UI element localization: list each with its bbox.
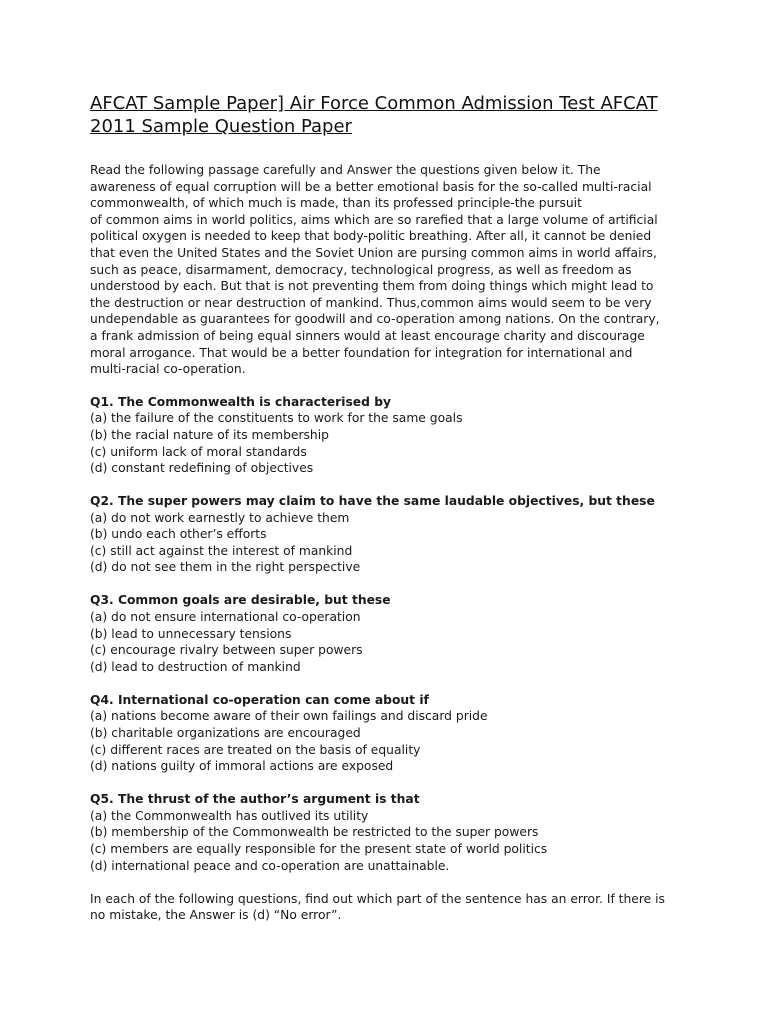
question-options bbox=[90, 510, 690, 576]
question-2 bbox=[90, 493, 690, 576]
question-1 bbox=[90, 394, 690, 477]
question-heading: Q1. The Commonwealth is characterised by bbox=[90, 394, 392, 409]
question-options bbox=[90, 410, 690, 476]
passage-line: awareness of equal corruption will be a better emotional basis for the so-called multi-racial bbox=[90, 179, 652, 194]
question-3 bbox=[90, 592, 690, 675]
instruction-line: no mistake, the Answer is (d) “No error”. bbox=[90, 908, 342, 923]
option-d: (d) nations guilty of immoral actions are exposed bbox=[90, 759, 394, 774]
title-line: AFCAT Sample Paper] Air Force Common Admission Test AFCAT bbox=[90, 93, 658, 114]
option-b: (b) undo each other’s efforts bbox=[90, 527, 267, 542]
passage-line: a frank admission of being equal sinners would at least encourage charity and discourage bbox=[90, 328, 645, 343]
option-a: (a) the failure of the constituents to work for the same goals bbox=[90, 411, 463, 426]
option-c: (c) different races are treated on the basis of equality bbox=[90, 742, 421, 757]
option-a: (a) do not work earnestly to achieve them bbox=[90, 510, 350, 525]
option-d: (d) do not see them in the right perspective bbox=[90, 560, 361, 575]
error-spotting-instructions bbox=[90, 891, 690, 924]
question-heading: Q4. International co-operation can come about if bbox=[90, 692, 429, 707]
title-line: 2011 Sample Question Paper bbox=[90, 116, 352, 137]
option-d: (d) constant redefining of objectives bbox=[90, 461, 314, 476]
passage-line: moral arrogance. That would be a better foundation for integration for international and bbox=[90, 345, 633, 360]
option-c: (c) still act against the interest of mankind bbox=[90, 543, 353, 558]
passage-line: Read the following passage carefully and Answer the questions given below it. The bbox=[90, 163, 601, 177]
question-heading: Q5. The thrust of the author’s argument is that bbox=[90, 792, 420, 807]
instruction-line: In each of the following questions, find out which part of the sentence has an error. If there is bbox=[90, 891, 665, 906]
option-b: (b) membership of the Commonwealth be restricted to the super powers bbox=[90, 825, 539, 840]
question-options bbox=[90, 808, 690, 874]
option-c: (c) members are equally responsible for the present state of world politics bbox=[90, 841, 548, 856]
option-b: (b) charitable organizations are encouraged bbox=[90, 725, 361, 740]
option-b: (b) the racial nature of its membership bbox=[90, 427, 329, 442]
passage-line: commonwealth, of which much is made, than its professed principle-the pursuit bbox=[90, 196, 582, 211]
question-options bbox=[90, 708, 690, 774]
question-options bbox=[90, 609, 690, 675]
document-title bbox=[90, 92, 690, 138]
option-a: (a) do not ensure international co-operation bbox=[90, 610, 361, 625]
option-c: (c) uniform lack of moral standards bbox=[90, 444, 307, 459]
question-heading: Q3. Common goals are desirable, but these bbox=[90, 593, 391, 608]
passage-line: undependable as guarantees for goodwill and co-operation among nations. On the contrary, bbox=[90, 312, 660, 327]
option-b: (b) lead to unnecessary tensions bbox=[90, 626, 292, 641]
passage-line: understood by each. But that is not preventing them from doing things which might lead to bbox=[90, 279, 654, 294]
option-a: (a) nations become aware of their own failings and discard pride bbox=[90, 709, 488, 724]
option-a: (a) the Commonwealth has outlived its utility bbox=[90, 808, 369, 823]
reading-passage bbox=[90, 162, 690, 378]
passage-line: political oxygen is needed to keep that body-politic breathing. After all, it cannot be denied bbox=[90, 229, 652, 244]
question-5 bbox=[90, 791, 690, 874]
document-page bbox=[90, 92, 690, 924]
passage-line: the destruction or near destruction of mankind. Thus,common aims would seem to be very bbox=[90, 295, 652, 310]
option-d: (d) international peace and co-operation are unattainable. bbox=[90, 858, 450, 873]
passage-line: multi-racial co-operation. bbox=[90, 362, 246, 377]
option-d: (d) lead to destruction of mankind bbox=[90, 659, 301, 674]
passage-line: such as peace, disarmament, democracy, technological progress, as well as freedom as bbox=[90, 262, 632, 277]
question-4 bbox=[90, 692, 690, 775]
passage-line: of common aims in world politics, aims which are so rarefied that a large volume of artificial bbox=[90, 212, 658, 227]
option-c: (c) encourage rivalry between super powers bbox=[90, 643, 363, 658]
passage-line: that even the United States and the Soviet Union are pursing common aims in world affairs, bbox=[90, 245, 657, 260]
question-heading: Q2. The super powers may claim to have the same laudable objectives, but these bbox=[90, 494, 655, 509]
